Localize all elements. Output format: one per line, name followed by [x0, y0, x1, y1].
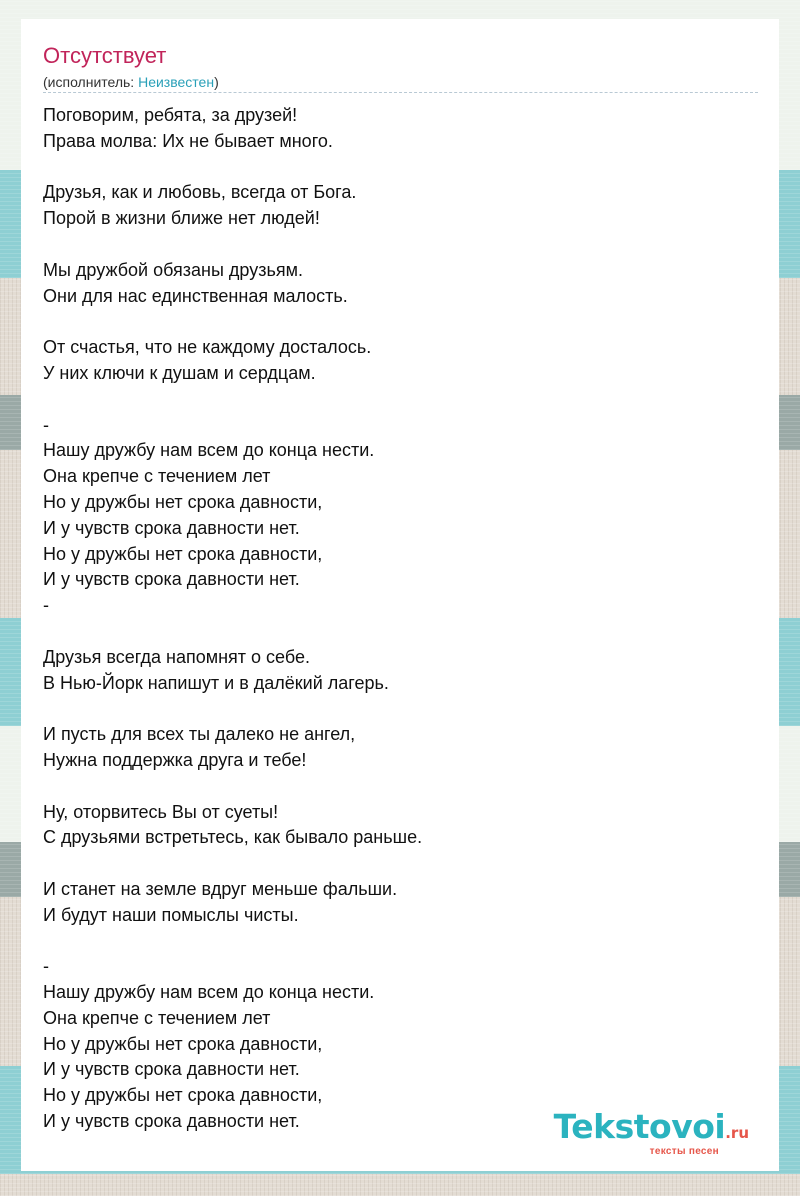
lyrics-blank-line — [43, 929, 758, 955]
lyrics-blank-line — [43, 232, 758, 258]
lyrics-line: - — [43, 956, 49, 977]
song-title: Отсутствует — [43, 43, 167, 68]
lyrics-line: И у чувств срока давности нет. — [43, 569, 300, 590]
lyrics-line: Но у дружбы нет срока давности, — [43, 1033, 323, 1054]
logo-domain: .ru — [725, 1124, 749, 1142]
logo-wordmark — [553, 1107, 749, 1150]
lyrics-line: И пусть для всех ты далеко не ангел, — [43, 724, 356, 745]
lyrics-line: Но у дружбы нет срока давности, — [43, 543, 323, 564]
lyrics-line: Они для нас единственная малость. — [43, 285, 348, 306]
lyrics-line: Но у дружбы нет срока давности, — [43, 1085, 323, 1106]
lyrics-line: С друзьями встретьтесь, как бывало раньше. — [43, 827, 423, 848]
lyrics-line: И станет на земле вдруг меньше фальши. — [43, 878, 398, 899]
lyrics-line: Мы дружбой обязаны друзьям. — [43, 259, 303, 280]
lyrics-line: Друзья, как и любовь, всегда от Бога. — [43, 182, 357, 203]
lyrics-line: - — [43, 595, 49, 616]
logo-main-text: Tekstovoi — [553, 1107, 726, 1146]
lyrics-line: В Нью-Йорк напишут и в далёкий лагерь. — [43, 672, 389, 693]
lyrics-line: От счастья, что не каждому досталось. — [43, 337, 372, 358]
lyrics-line: Она крепче с течением лет — [43, 1007, 271, 1028]
performer-link[interactable]: Неизвестен — [138, 74, 215, 90]
logo-tagline: тексты песен — [649, 1146, 719, 1157]
lyrics-line: Порой в жизни ближе нет людей! — [43, 208, 320, 229]
lyrics-line: Но у дружбы нет срока давности, — [43, 491, 323, 512]
lyrics-blank-line — [43, 774, 758, 800]
lyrics-line: Нашу дружбу нам всем до конца нести. — [43, 440, 375, 461]
lyrics-blank-line — [43, 851, 758, 877]
lyrics-line: Друзья всегда напомнят о себе. — [43, 646, 310, 667]
lyrics-line: И у чувств срока давности нет. — [43, 1059, 300, 1080]
lyrics-line: Она крепче с течением лет — [43, 466, 271, 487]
lyrics-line: Ну, оторвитесь Вы от суеты! — [43, 801, 279, 822]
lyrics-line: Поговорим, ребята, за друзей! — [43, 105, 298, 125]
lyrics-text — [43, 103, 758, 1135]
performer-suffix: ) — [214, 74, 219, 90]
lyrics-line: И у чувств срока давности нет. — [43, 517, 300, 538]
lyrics-line: Нашу дружбу нам всем до конца нести. — [43, 982, 375, 1003]
lyrics-line: И будут наши помыслы чисты. — [43, 904, 299, 925]
lyrics-blank-line — [43, 619, 758, 645]
lyrics-blank-line — [43, 309, 758, 335]
lyrics-blank-line — [43, 155, 758, 181]
lyrics-blank-line — [43, 387, 758, 413]
lyrics-line: И у чувств срока давности нет. — [43, 1111, 300, 1132]
performer-prefix: (исполнитель: — [43, 74, 139, 90]
lyrics-line: Нужна поддержка друга и тебе! — [43, 749, 307, 770]
lyrics-line: - — [43, 414, 49, 435]
performer-line — [43, 73, 219, 91]
lyrics-blank-line — [43, 696, 758, 722]
lyrics-line: У них ключи к душам и сердцам. — [43, 362, 316, 383]
lyrics-line: Права молва: Их не бывает много. — [43, 130, 333, 151]
lyrics-card — [21, 19, 779, 1171]
title-divider — [43, 92, 758, 93]
site-logo[interactable] — [553, 1107, 749, 1157]
